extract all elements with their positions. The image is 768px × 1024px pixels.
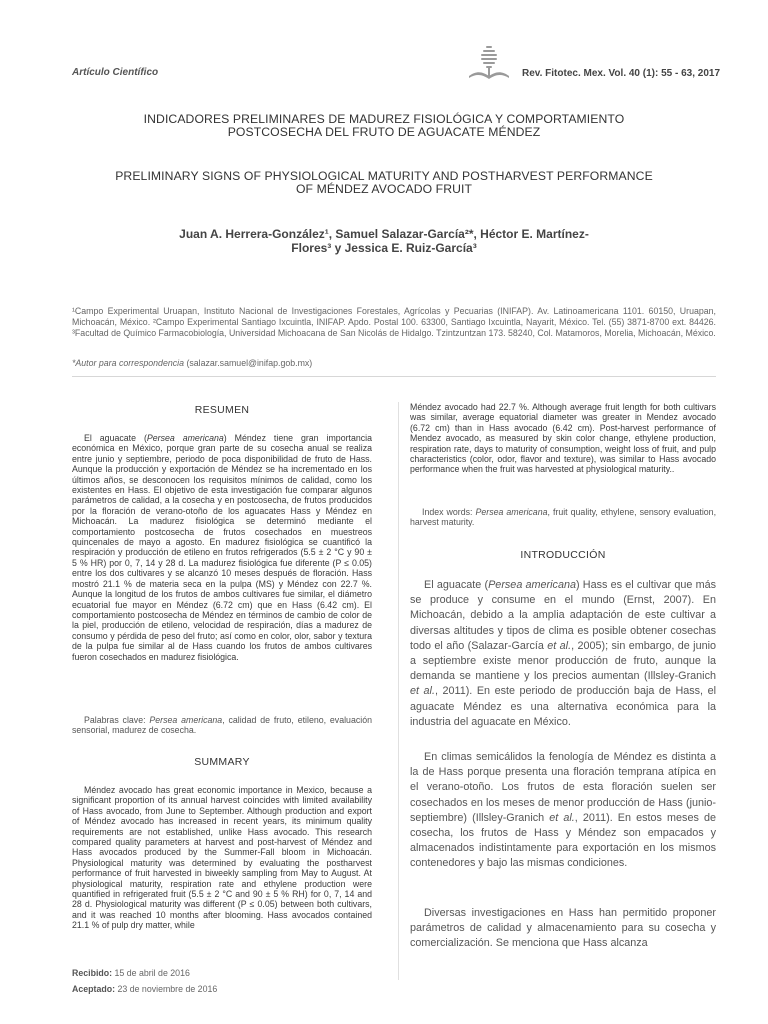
resumen-text: El aguacate (Persea americana) Méndez tiene gran importancia económica en México, porque gran parte de su cosecha anual se realiza entre junio y septiembre, periodo de poca disponibilidad de fruto de Hass. Aunque la producción y exportación de Méndez se ha incrementado en los últimos años, se desconocen los requisitos mínimos de calidad, como los existentes en Hass. El objetivo de esta investigación fue comparar algunos parámetros de calidad, a la cosecha y en postcosecha, de frutos producidos por la floración de verano-otoño de los aguacates Hass y Méndez en Michoacán. La madurez fisiológica se determinó mediante el comportamiento postcosecha de frutos cosechados en muestreos quincenales de mayo a agosto. En madurez fisiológica se cuantificó la respiración y producción de etileno en frutos refrigerados (5.5 ± 2 °C y 90 ± 5 % HR) por 0, 7, 14 y 28 d. La madurez fisiológica fue diferente (P ≤ 0.05) entre los dos cultivares y se alcanzó 10 meses después de floración. Hass mostró 21.1 % de materia seca en la pulpa (MS) y Méndez con 22.7 %. Aunque la longitud de los frutos de ambos cultivares fue similar, el diámetro ecuatorial fue mayor en Méndez (6.72 cm) que en Hass (6.42 cm). El comportamiento postcosecha de Méndez en términos de cambio de color de la piel, producción de etileno, velocidad de respiración, días a madurez de consumo y pérdida de peso del fruto; así como en color, olor, sabor y textura de la pulpa fue similar al de Hass cuando los frutos de ambos cultivares fueron cosechados en madurez fisiológica. bbox=[72, 433, 372, 662]
resumen-keywords: Palabras clave: Persea americana, calidad de fruto, etileno, evaluación sensorial, madurez de cosecha. bbox=[72, 715, 372, 736]
affiliations: ¹Campo Experimental Uruapan, Instituto Nacional de Investigaciones Forestales, Agrícolas y Pecuarias (INIFAP). Av. Latinoamericana 1101. 60150, Uruapan, Michoacán, México. ²Campo Experimental Santiago Ixcuintla, INIFAP. Apdo. Postal 100. 63300, Santiago Ixcuintla, Nayarit, México. Tel. (55) 3871-8700 ext. 84426. ³Facultad de Químico Farmacobiología, Universidad Michoacana de San Nicolás de Hidalgo. Tzintzuntzan 173. 58240, Col. Matamoros, Morelia, Michoacán, México. bbox=[72, 306, 716, 338]
intro-paragraph-1: El aguacate (Persea americana) Hass es el cultivar que más se produce y consume en el mundo (Ernst, 2007). En Michoacán, debido a la amplia adaptación de este cultivar a diversas altitudes y tipos de clima es posible obtener cosechas todo el año (Salazar-García et al., 2005); sin embargo, de junio a septiembre existe menor producción de fruto, aunque la demanda se mantiene y los precios aumentan (Illsley-Granich et al., 2011). En este periodo de producción baja de Hass, el aguacate Méndez es una alternativa económica para la industria del aguacate en México. bbox=[410, 579, 717, 728]
correspondence-label: *Autor para correspondencia bbox=[72, 358, 184, 368]
correspondence-email: (salazar.samuel@inifap.gob.mx) bbox=[186, 358, 313, 368]
journal-logo-icon bbox=[465, 44, 513, 82]
title-spanish: INDICADORES PRELIMINARES DE MADUREZ FISIOLÓGICA Y COMPORTAMIENTO POSTCOSECHA DEL FRUTO DE AGUACATE MÉNDEZ bbox=[143, 112, 625, 139]
column-divider bbox=[398, 402, 399, 980]
header-divider bbox=[72, 376, 716, 377]
summary-text-continued: Méndez avocado had 22.7 %. Although average fruit length for both cultivars was similar, average equatorial diameter was greater in Mendez avocado (6.72 cm) than in Hass avocado (6.42 cm). Post-harvest performance of Mendez avocado, as measured by skin color change, ethylene production, respiration rate, days to maturity of consumption, weight loss of fruit, and pulp characteristics (color, odor, flavor and texture), was similar to Hass avocado performance when the fruit was harvested at physiological maturity.. bbox=[410, 402, 716, 475]
title-english: PRELIMINARY SIGNS OF PHYSIOLOGICAL MATURITY AND POSTHARVEST PERFORMANCE OF MÉNDEZ AVOCADO FRUIT bbox=[115, 169, 653, 196]
received-date: Recibido: 15 de abril de 2016 bbox=[72, 968, 190, 978]
summary-heading: SUMMARY bbox=[194, 756, 250, 768]
accepted-date: Aceptado: 23 de noviembre de 2016 bbox=[72, 984, 218, 994]
resumen-heading: RESUMEN bbox=[194, 404, 250, 416]
summary-text: Méndez avocado has great economic importance in Mexico, because a significant proportion of its annual harvest coincides with limited availability of Hass avocado, from June to September. Although production and export of Méndez avocado has increased in recent years, its minimum quality requirements are not established, unlike Hass avocado. This research compared quality parameters at harvest and post-harvest of Méndez and Hass avocados produced by the Summer-Fall bloom in Michoacán. Physiological maturity was determined by evaluating the postharvest performance of fruit harvested in biweekly sampling from May to August. At physiological maturity, respiration rate and ethylene production were quantified in refrigerated fruit (5.5 ± 2 °C and 90 ± 5 % RH) for 0, 7, 14 and 28 d. Physiological maturity was different (P ≤ 0.05) between both cultivars, and it was reached 10 months after blooming. Hass avocados contained 21.1 % of pulp dry matter, while bbox=[72, 785, 372, 931]
authors: Juan A. Herrera-González¹, Samuel Salazar-García²*, Héctor E. Martínez-Flores³ y Jessica E. Ruiz-García³ bbox=[179, 227, 589, 255]
article-type-label: Artículo Científico bbox=[72, 67, 159, 78]
intro-paragraph-3: Diversas investigaciones en Hass han permitido proponer parámetros de calidad y almacenamiento para su cosecha y comercialización. Se menciona que Hass alcanza bbox=[410, 907, 716, 950]
correspondence bbox=[72, 358, 312, 368]
intro-heading: INTRODUCCIÓN bbox=[520, 549, 606, 561]
summary-index-words: Index words: Persea americana, fruit quality, ethylene, sensory evaluation, harvest maturity. bbox=[410, 507, 717, 528]
journal-reference: Rev. Fitotec. Mex. Vol. 40 (1): 55 - 63, 2017 bbox=[522, 68, 721, 79]
intro-paragraph-2: En climas semicálidos la fenología de Méndez es distinta a la de Hass porque presenta una floración temprana atípica en el verano-otoño. Los frutos de esta floración suelen ser cosechados en los meses de menor producción de Hass (junio-septiembre) (Illsley-Granich et al., 2011). En estos meses de cosecha, los frutos de Hass y Méndez son empacados y almacenados indistintamente para exportación en los mismos contenedores y bajo las mismas condiciones. bbox=[410, 751, 716, 870]
